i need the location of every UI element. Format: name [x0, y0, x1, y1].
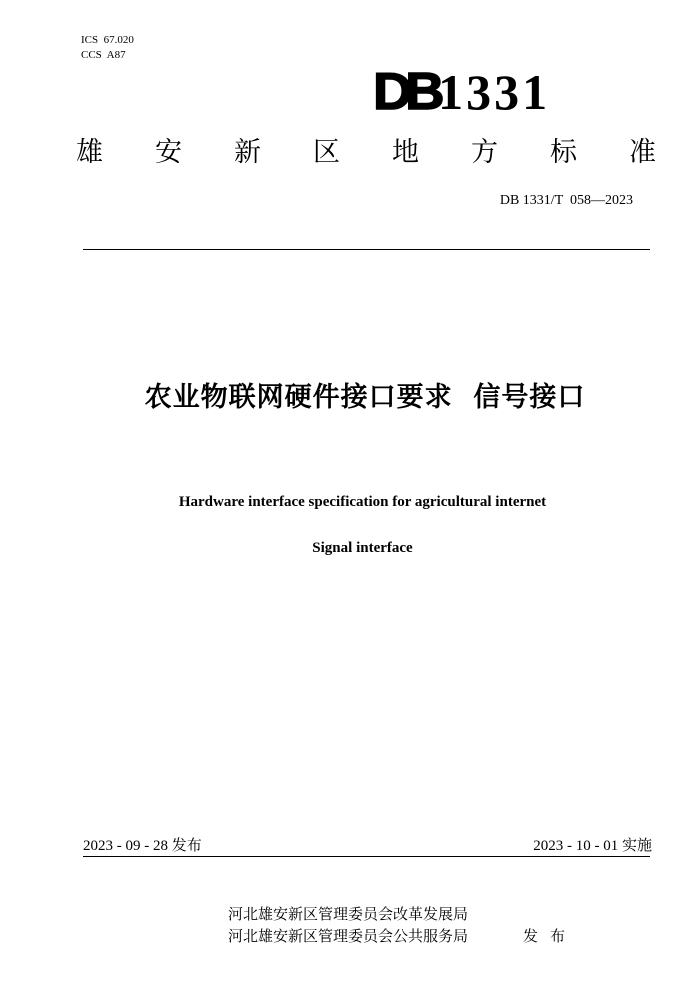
standard-type-char: 雄	[76, 137, 103, 168]
issue-label: 发布	[171, 836, 202, 854]
standard-type-char: 准	[629, 137, 656, 168]
ics-code: ICS 67.020	[81, 34, 134, 46]
top-divider	[83, 249, 650, 250]
issuer-public-service-bureau: 河北雄安新区管理委员会公共服务局	[228, 927, 469, 945]
issue-date	[83, 835, 202, 856]
issue-date-value: 2023 - 09 - 28	[83, 838, 172, 854]
standard-type-char: 区	[313, 137, 340, 168]
db-standard-mark	[373, 60, 551, 121]
publish-label: 发布	[523, 927, 578, 945]
english-subtitle: Signal interface	[312, 540, 413, 556]
standard-type-char: 标	[550, 137, 577, 168]
standard-type-char: 新	[234, 137, 261, 168]
standard-code: DB 1331/T 058—2023	[499, 193, 633, 208]
standard-type-char: 安	[155, 137, 182, 168]
classification-codes	[81, 33, 134, 63]
standard-type-char: 地	[392, 137, 419, 168]
implementation-label: 实施	[621, 836, 652, 854]
implementation-date	[533, 835, 652, 856]
english-title: Hardware interface specification for agricultural internet	[178, 494, 547, 510]
implementation-date-value: 2023 - 10 - 01	[533, 838, 622, 854]
db-logo: DB	[373, 63, 438, 121]
issuing-authorities	[228, 903, 468, 947]
standard-type-heading	[76, 135, 656, 171]
chinese-title: 农业物联网硬件接口要求 信号接口	[144, 382, 586, 413]
region-number: 1331	[438, 64, 551, 120]
standard-type-char: 方	[471, 137, 498, 168]
ccs-code: CCS A87	[81, 49, 126, 61]
bottom-divider	[83, 856, 650, 857]
issuer-reform-bureau: 河北雄安新区管理委员会改革发展局	[228, 905, 469, 923]
